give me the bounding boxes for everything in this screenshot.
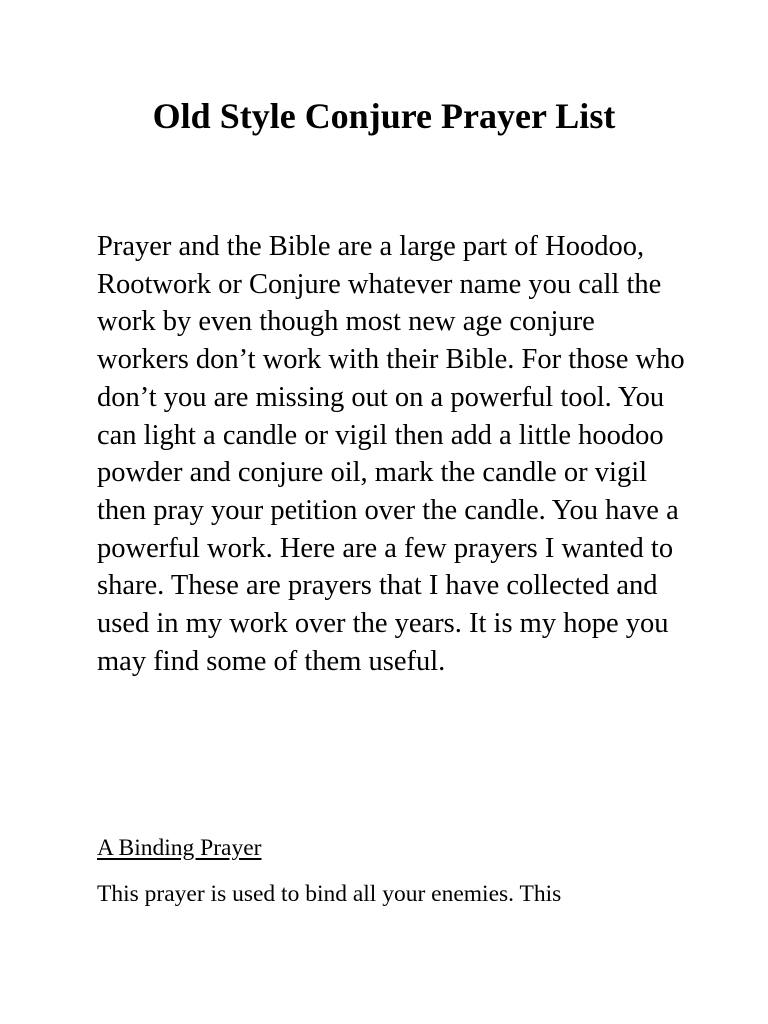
intro-paragraph: Prayer and the Bible are a large part of Hoodoo, Rootwork or Conjure whatever name you call the work by even though most new age conjure workers don’t work with their Bible. For those who don’t you are missing out on a powerful tool. You can light a candle or vigil then add a little hoodoo powder and conjure oil, mark the candle or vigil then pray your petition over the candle. You have a powerful work. Here are a few prayers I wanted to share. These are prayers that I have collected and used in my work over the years. It is my hope you may find some of them useful. <box>97 231 685 677</box>
document-title: Old Style Conjure Prayer List <box>152 96 616 136</box>
section-heading-binding-prayer: A Binding Prayer <box>97 835 262 861</box>
section-body-binding-prayer: This prayer is used to bind all your enemies. This <box>97 881 562 907</box>
